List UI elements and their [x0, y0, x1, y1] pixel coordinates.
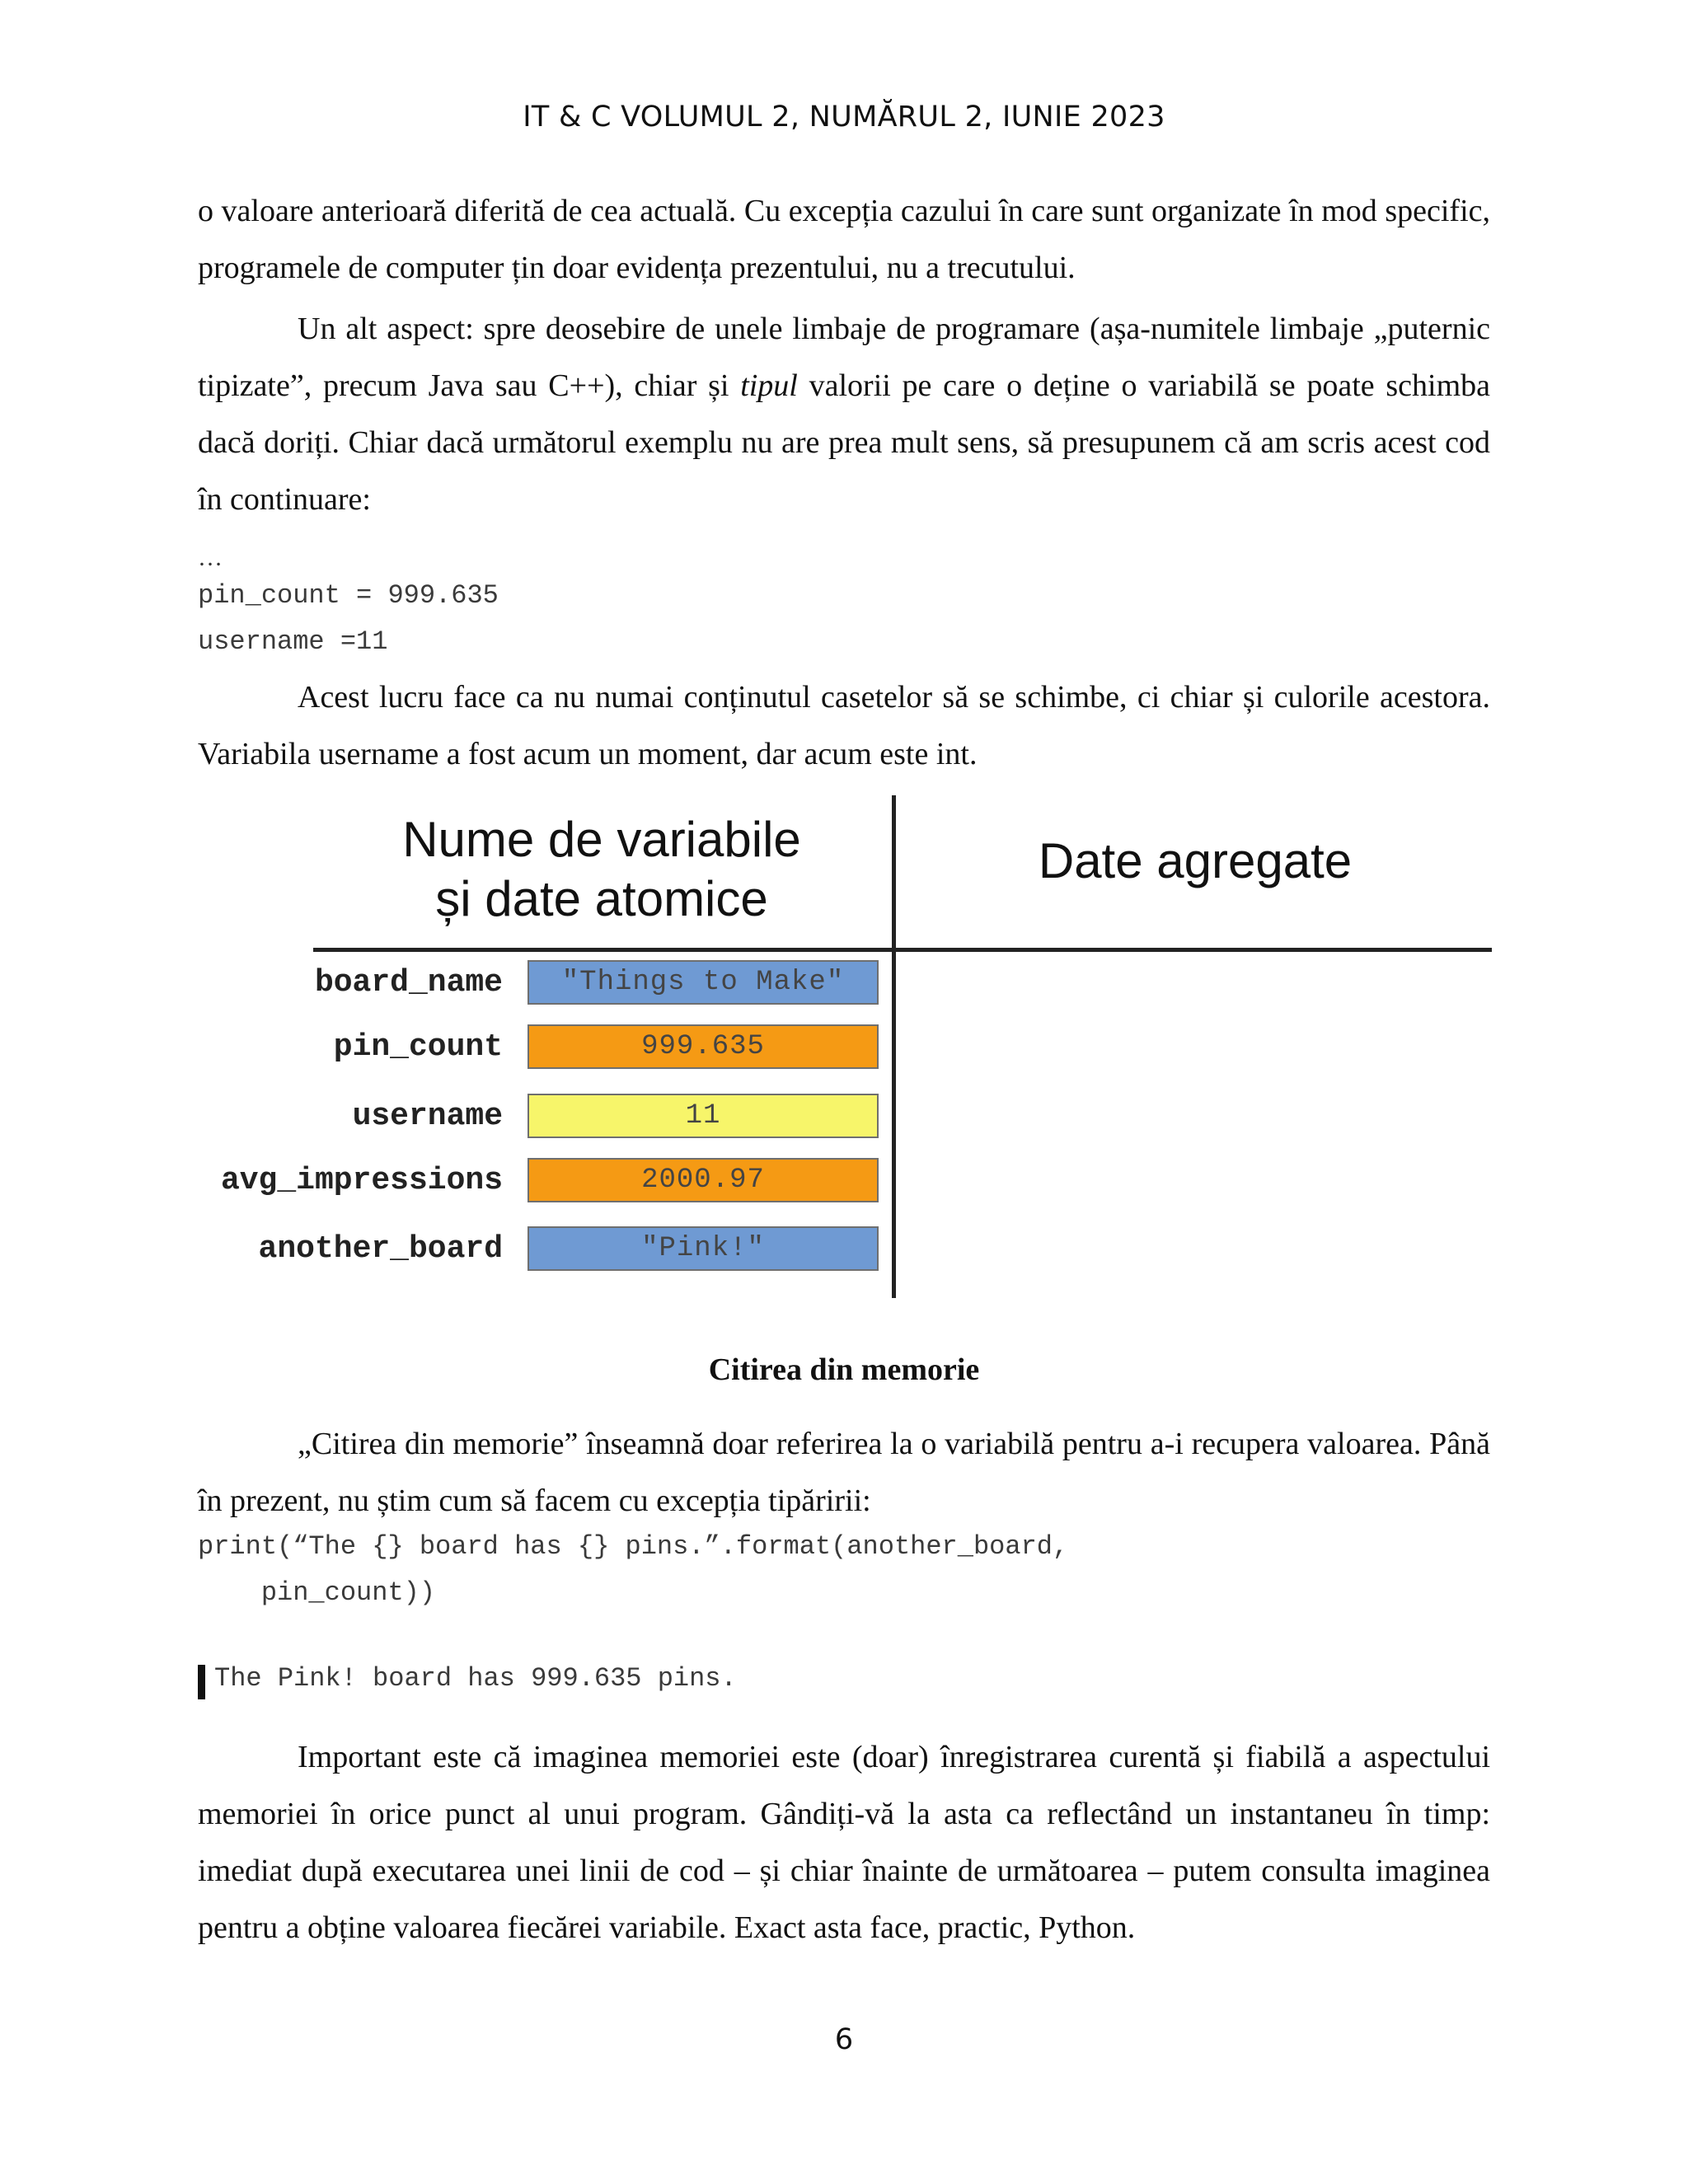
variable-row — [198, 1226, 890, 1272]
variable-name: avg_impressions — [220, 1163, 503, 1198]
diagram-vertical-divider — [892, 795, 896, 1298]
diagram-horizontal-divider — [313, 948, 1492, 952]
variable-value-box: 2000.97 — [528, 1158, 879, 1202]
variable-value-box: 11 — [528, 1094, 879, 1138]
paragraph-5: Important este că imaginea memoriei este (doar) înregistrarea curentă și fiabilă a aspectului memoriei în orice punct al unui program. Gândiți-vă la asta ca reflectând un instantaneu în timp: imediat după executarea unei linii de cod – și chiar înainte de următoarea – putem consulta imaginea pentru a obține valoarea fiecărei variabile. Exact asta face, practic, Python. — [198, 1740, 1490, 1945]
variable-name: pin_count — [333, 1029, 503, 1065]
diagram-header-aggregate: Date agregate — [1038, 833, 1353, 888]
paragraph-2 — [198, 301, 1490, 528]
code-output: The Pink! board has 999.635 pins. — [214, 1663, 737, 1694]
variable-value-box: "Pink!" — [528, 1226, 879, 1271]
paragraph-2-text-b: valorii pe care o deține o variabilă se poate schimba dacă doriți. Chiar dacă următorul exemplu nu are prea mult sens, să presupunem că am scris acest cod în continuare: — [198, 368, 1490, 517]
variable-value-box: 999.635 — [528, 1024, 879, 1069]
code-line-username: username =11 — [198, 626, 388, 657]
output-marker — [198, 1665, 205, 1699]
variable-name: another_board — [258, 1231, 503, 1267]
code-ellipsis: … — [198, 544, 223, 571]
code-line-pin-count: pin_count = 999.635 — [198, 580, 499, 611]
code-print-line-1: print(“The {} board has {} pins.”.format(another_board, — [198, 1531, 1069, 1562]
paragraph-2-italic: tipul — [740, 368, 798, 403]
running-header: IT & C VOLUMUL 2, NUMĂRUL 2, IUNIE 2023 — [523, 101, 1165, 134]
paragraph-3: Acest lucru face ca nu numai conținutul casetelor să se schimbe, ci chiar și culorile acestora. Variabila username a fost acum un moment, dar acum este int. — [198, 680, 1490, 771]
section-title: Citirea din memorie — [708, 1352, 980, 1387]
diagram-header-atomic — [330, 810, 874, 929]
diagram-header-atomic-line2: și date atomice — [435, 871, 768, 926]
variable-name: board_name — [314, 965, 503, 1001]
memory-diagram — [198, 795, 1492, 1298]
variable-name: username — [352, 1099, 503, 1134]
code-print-line-2: pin_count)) — [198, 1577, 436, 1608]
paragraph-4: „Citirea din memorie” înseamnă doar referirea la o variabilă pentru a-i recupera valoarea. Până în prezent, nu știm cum să facem cu excepția tipăririi: — [198, 1427, 1490, 1518]
variable-row — [198, 1094, 890, 1140]
variable-row — [198, 1158, 890, 1204]
variable-row — [198, 960, 890, 1006]
diagram-header-atomic-line1: Nume de variabile — [402, 812, 801, 867]
paragraph-1: o valoare anterioară diferită de cea actuală. Cu excepția cazului în care sunt organizate în mod specific, programele de computer țin doar evidența prezentului, nu a trecutului. — [198, 194, 1490, 285]
variable-value-box: "Things to Make" — [528, 960, 879, 1005]
variable-row — [198, 1024, 890, 1071]
paragraph-2-text-a: Un alt aspect: spre deosebire de unele limbaje de programare (așa-numitele limbaje „puternic tipizate”, precum Java sau C++), chiar și — [198, 312, 1490, 403]
page-number: 6 — [834, 2023, 854, 2056]
